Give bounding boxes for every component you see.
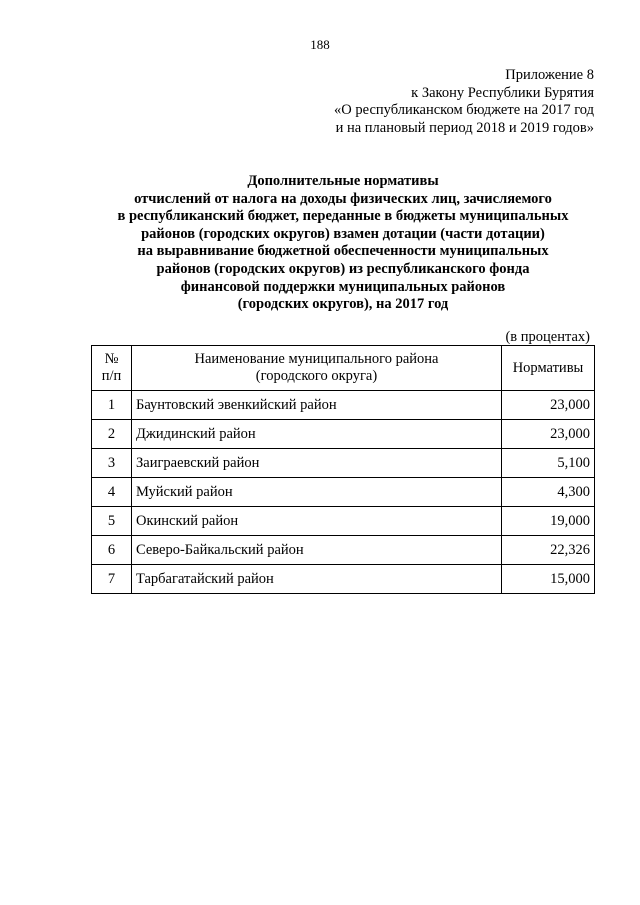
header-name [132, 346, 502, 391]
title-line: отчислений от налога на доходы физических лиц, зачисляемого [134, 190, 552, 207]
row-number: 4 [92, 478, 132, 507]
row-value: 22,326 [502, 536, 595, 565]
title-line: на выравнивание бюджетной обеспеченности муниципальных [137, 243, 549, 260]
table-row [92, 478, 595, 507]
table-row [92, 536, 595, 565]
row-name: Северо-Байкальский район [132, 536, 502, 565]
norms-table [91, 345, 595, 594]
header-value: Нормативы [502, 346, 595, 391]
page-number: 188 [310, 37, 330, 52]
appendix-line: «О республиканском бюджете на 2017 год [334, 102, 594, 118]
appendix-note [334, 67, 594, 137]
row-name: Заиграевский район [132, 449, 502, 478]
row-name: Окинский район [132, 507, 502, 536]
row-number: 2 [92, 420, 132, 449]
units-note: (в процентах) [505, 329, 590, 345]
row-number: 7 [92, 565, 132, 594]
row-number: 5 [92, 507, 132, 536]
row-value: 5,100 [502, 449, 595, 478]
row-name: Муйский район [132, 478, 502, 507]
title-line: в республиканский бюджет, переданные в бюджеты муниципальных [117, 208, 569, 225]
header-number-line2: п/п [101, 368, 122, 384]
title-line: (городских округов), на 2017 год [237, 296, 449, 313]
title-line: финансовой поддержки муниципальных районов [180, 278, 506, 295]
appendix-line: и на плановый период 2018 и 2019 годов» [335, 119, 594, 136]
header-number-line1: № [104, 351, 119, 367]
table-row [92, 420, 595, 449]
header-number [92, 346, 132, 391]
row-number: 3 [92, 449, 132, 478]
table-row [92, 507, 595, 536]
appendix-line: к Закону Республики Бурятия [411, 84, 594, 101]
appendix-line: Приложение 8 [505, 67, 594, 83]
row-number: 1 [92, 391, 132, 420]
table-row [92, 391, 595, 420]
title-line: районов (городских округов) из республиканского фонда [156, 260, 530, 277]
row-value: 15,000 [502, 565, 595, 594]
row-value: 23,000 [502, 420, 595, 449]
row-value: 23,000 [502, 391, 595, 420]
row-name: Тарбагатайский район [132, 565, 502, 594]
row-number: 6 [92, 536, 132, 565]
row-value: 4,300 [502, 478, 595, 507]
title-line: Дополнительные нормативы [247, 173, 439, 189]
table-header-row [92, 346, 595, 391]
document-title [0, 173, 640, 314]
title-line: районов (городских округов) взамен дотации (части дотации) [141, 225, 545, 242]
row-value: 19,000 [502, 507, 595, 536]
table-row [92, 449, 595, 478]
row-name: Джидинский район [132, 420, 502, 449]
row-name: Баунтовский эвенкийский район [132, 391, 502, 420]
header-name-line1: Наименование муниципального района [194, 351, 439, 367]
header-name-line2: (городского округа) [255, 368, 378, 384]
table-row [92, 565, 595, 594]
